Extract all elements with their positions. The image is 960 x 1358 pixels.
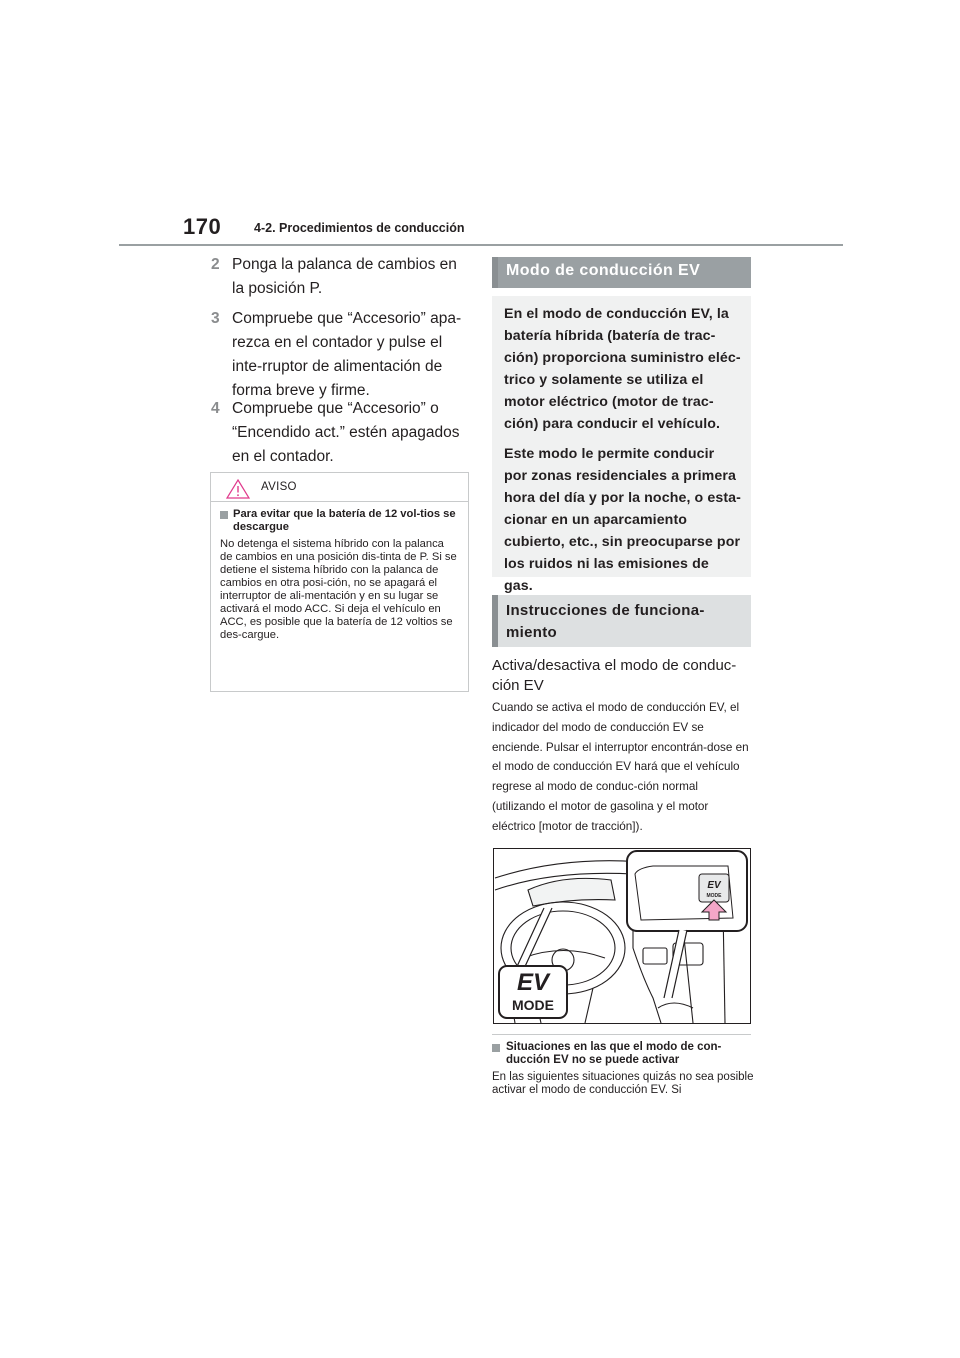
page-number: 170	[183, 214, 222, 239]
step-text: Ponga la palanca de cambios en la posición P.	[232, 256, 457, 297]
notice-box	[210, 472, 469, 692]
activate-body: Cuando se activa el modo de conducción EV, el indicador del modo de conducción EV se enciende. Pulsar el interruptor encontrán-dose en el modo de conducción EV hará que el vehículo regrese al modo de conduc-ción normal (utilizando el motor de gasolina y el motor eléctrico [motor de tracción]).	[492, 701, 749, 833]
ev-intro-paragraph-1: En el modo de conducción EV, la batería híbrida (batería de trac-ción) proporciona suministro eléc-trico y solamente se utiliza el motor eléctrico (motor de trac-ción) para conducir el vehículo.	[504, 306, 741, 432]
ev-intro-paragraph-2: Este modo le permite conducir por zonas residenciales a primera hora del día y por la noche, o esta-cionar en un aparcamiento cubierto, etc., sin preocuparse por los ruidos ni las emisiones de gas.	[504, 446, 741, 594]
instructions-title: Instrucciones de funciona-miento	[506, 602, 705, 641]
switch-mode-label: MODE	[706, 893, 722, 899]
ev-section-heading	[492, 257, 751, 288]
indicator-mode-label: MODE	[512, 997, 554, 1013]
notice-header	[211, 473, 468, 502]
ev-section-title: Modo de conducción EV	[506, 262, 701, 279]
ev-mode-illustration	[493, 848, 751, 1024]
situations-body: En las siguientes situaciones quizás no sea posible activar el modo de conducción EV. Si	[492, 1071, 754, 1096]
notice-subheading-text: Para evitar que la batería de 12 vol-tios se descargue	[233, 508, 456, 533]
switch-ev-label: EV	[707, 880, 721, 891]
indicator-ev-label: EV	[516, 969, 550, 996]
warning-icon	[226, 479, 250, 499]
instructions-heading	[492, 595, 751, 647]
figure-divider	[492, 1034, 751, 1035]
step-text: Compruebe que “Accesorio” o “Encendido act.” estén apagados en el contador.	[232, 400, 460, 465]
step-number: 2	[211, 256, 220, 273]
notice-label: AVISO	[261, 481, 297, 493]
step-text: Compruebe que “Accesorio” apa-rezca en el contador y pulse el inte-rruptor de alimentación de forma breve y firme.	[232, 310, 462, 399]
step-number: 3	[211, 310, 220, 327]
header-divider	[119, 244, 843, 246]
step-number: 4	[211, 400, 220, 417]
step-3	[211, 307, 471, 403]
section-title: 4-2. Procedimientos de conducción	[254, 221, 465, 235]
activate-title: Activa/desactiva el modo de conduc-ción EV	[492, 657, 737, 694]
notice-body	[211, 502, 468, 642]
ev-intro-box	[492, 296, 751, 594]
notice-text: No detenga el sistema híbrido con la palanca de cambios en una posición dis-tinta de P. Si se detiene el sistema híbrido con la palanca de cambios en otra posi-ción, no se apagará el interruptor de ali-mentación y en su lugar se activará el modo ACC. Si deja el vehículo en ACC, es posible que la batería de 12 voltios se des-cargue.	[220, 538, 457, 641]
situations-heading	[492, 1041, 751, 1067]
step-2	[211, 253, 471, 301]
step-4	[211, 397, 471, 469]
situations-heading-text: Situaciones en las que el modo de con-ducción EV no se puede activar	[506, 1041, 722, 1066]
bullet-square-icon	[220, 511, 228, 519]
bullet-square-icon	[492, 1044, 500, 1052]
notice-subheading	[220, 508, 459, 534]
